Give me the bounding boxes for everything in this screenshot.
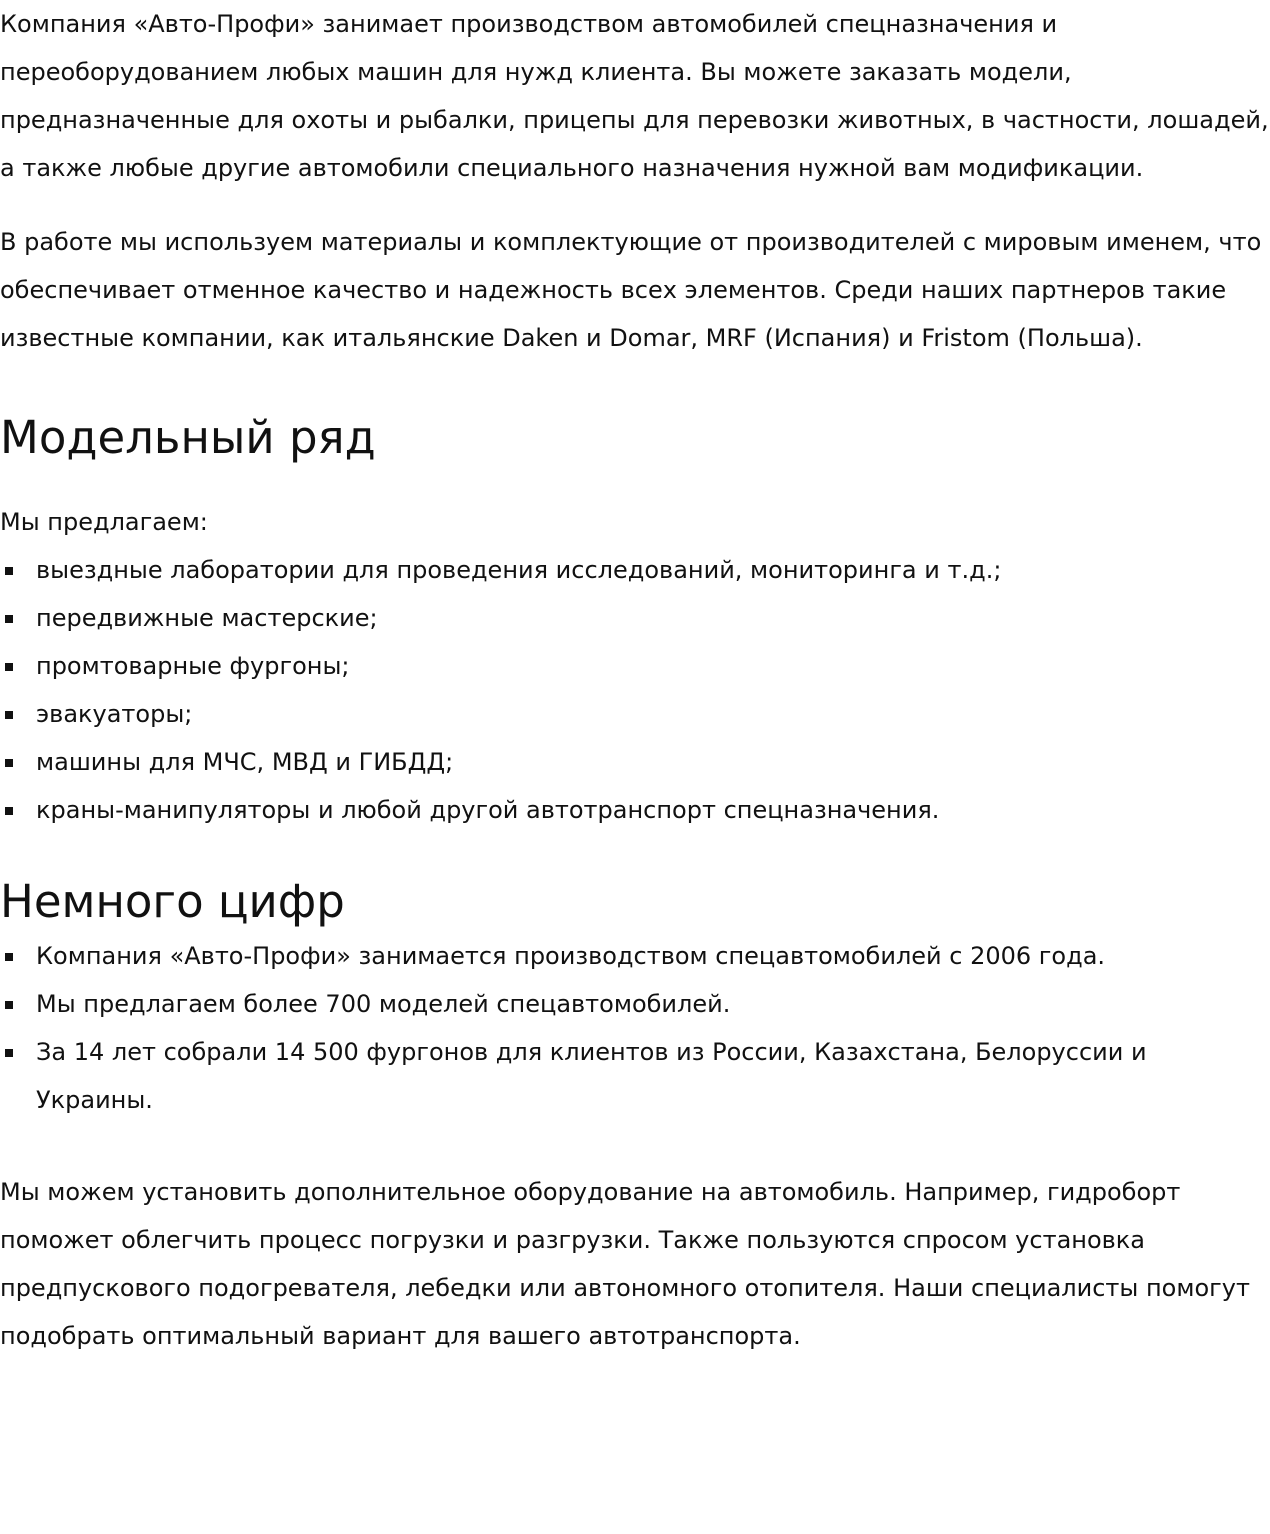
square-bullet-icon bbox=[5, 807, 13, 815]
list-item bbox=[0, 932, 1270, 980]
list-item-text: передвижные мастерские; bbox=[36, 604, 378, 632]
list-item-text: Компания «Авто-Профи» занимается производством спецавтомобилей с 2006 года. bbox=[36, 942, 1106, 970]
list-item-text: выездные лаборатории для проведения исследований, мониторинга и т.д.; bbox=[36, 556, 1002, 584]
square-bullet-icon bbox=[5, 711, 13, 719]
square-bullet-icon bbox=[5, 663, 13, 671]
list-item bbox=[0, 546, 1270, 594]
intro-paragraph-2: В работе мы используем материалы и комплектующие от производителей с мировым именем, что обеспечивает отменное качество и надежность всех элементов. Среди наших партнеров такие известные компании, как итальянские Daken и Domar, MRF (Испания) и Fristom (Польша). bbox=[0, 228, 1262, 352]
models-heading: Модельный ряд bbox=[0, 411, 376, 464]
list-item-text: За 14 лет собрали 14 500 фургонов для клиентов из России, Казахстана, Белоруссии и Украины. bbox=[36, 1038, 1147, 1114]
models-list bbox=[0, 546, 1270, 834]
list-item bbox=[0, 1028, 1270, 1124]
list-item-text: промтоварные фургоны; bbox=[36, 652, 350, 680]
list-item-text: краны-манипуляторы и любой другой автотранспорт спецназначения. bbox=[36, 796, 940, 824]
square-bullet-icon bbox=[5, 1001, 13, 1009]
intro-paragraph-1: Компания «Авто-Профи» занимает производством автомобилей спецназначения и переоборудованием любых машин для нужд клиента. Вы можете заказать модели, предназначенные для охоты и рыбалки, прицепы для перевозки животных, в частности, лошадей, а также любые другие автомобили специального назначения нужной вам модификации. bbox=[0, 10, 1269, 182]
list-item bbox=[0, 980, 1270, 1028]
numbers-list bbox=[0, 932, 1270, 1124]
square-bullet-icon bbox=[5, 615, 13, 623]
square-bullet-icon bbox=[5, 953, 13, 961]
list-item bbox=[0, 642, 1270, 690]
list-item bbox=[0, 786, 1270, 834]
outro-paragraph: Мы можем установить дополнительное оборудование на автомобиль. Например, гидроборт поможет облегчить процесс погрузки и разгрузки. Также пользуются спросом установка предпускового подогревателя, лебедки или автономного отопителя. Наши специалисты помогут подобрать оптимальный вариант для вашего автотранспорта. bbox=[0, 1178, 1250, 1350]
list-item bbox=[0, 738, 1270, 786]
list-item bbox=[0, 594, 1270, 642]
numbers-heading: Немного цифр bbox=[0, 875, 345, 928]
list-item-text: машины для МЧС, МВД и ГИБДД; bbox=[36, 748, 454, 776]
models-lead: Мы предлагаем: bbox=[0, 508, 208, 536]
square-bullet-icon bbox=[5, 759, 13, 767]
square-bullet-icon bbox=[5, 1049, 13, 1057]
list-item-text: Мы предлагаем более 700 моделей спецавтомобилей. bbox=[36, 990, 731, 1018]
list-item-text: эвакуаторы; bbox=[36, 700, 193, 728]
square-bullet-icon bbox=[5, 567, 13, 575]
list-item bbox=[0, 690, 1270, 738]
